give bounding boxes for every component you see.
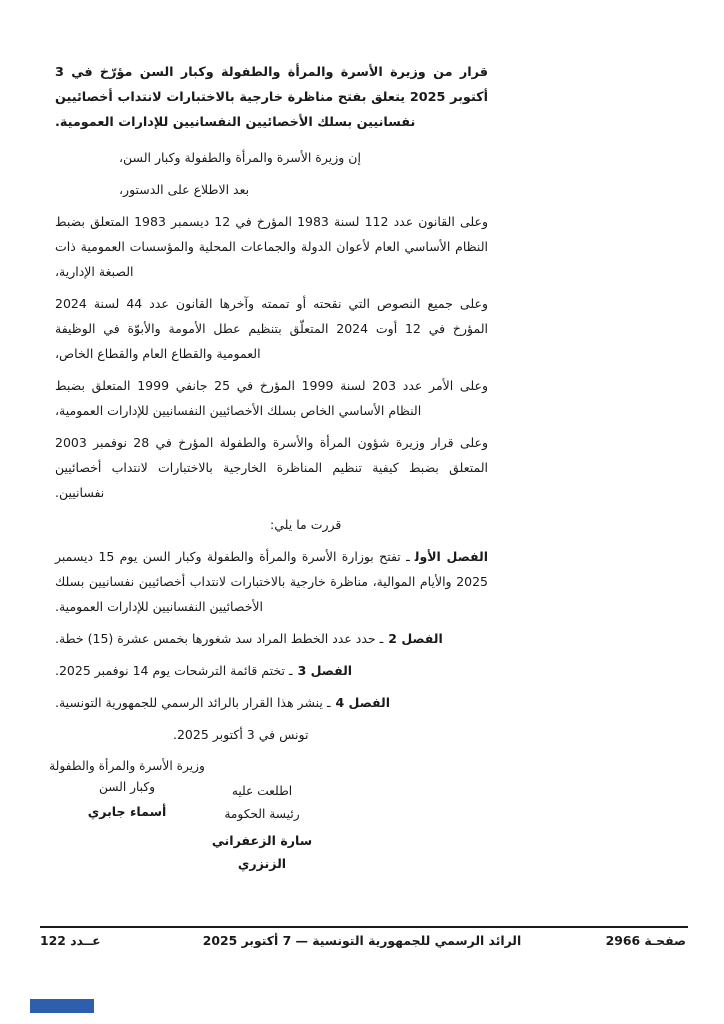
approval-line2: رئيسة الحكومة — [224, 807, 300, 821]
minister-signature — [47, 756, 207, 822]
article-1 — [55, 544, 488, 619]
intro-line-minister: إن وزيرة الأسرة والمرأة والطفولة وكبار السن، — [119, 150, 361, 165]
approval-signature — [187, 780, 337, 875]
footer-divider — [40, 926, 688, 928]
decision-intro-line: قررت ما يلي: — [270, 517, 342, 532]
preamble-paragraph-law-112: وعلى القانون عدد 112 لسنة 1983 المؤرخ في 12 ديسمبر 1983 المتعلق بضبط النظام الأساسي العام لأعوان الدولة والجماعات المحلية والمؤسسات العمومية ذات الصبغة الإدارية، — [55, 214, 489, 279]
minister-name: أسماء جابري — [87, 804, 167, 819]
place-date-line: تونس في 3 أكتوبر 2025. — [173, 727, 309, 742]
article-4 — [55, 690, 488, 715]
article-4-label: الفصل 4 — [335, 695, 390, 710]
preamble-paragraph-decree-203: وعلى الأمر عدد 203 لسنة 1999 المؤرخ في 25 جانفي 1999 المتعلق بضبط النظام الأساسي الخاص بسلك الأخصائيين النفسانيين للإدارات العمومية، — [55, 378, 488, 418]
article-2-text: ـ حدد عدد الخطط المراد سد شغورها بخمس عشرة (15) خطة. — [55, 631, 384, 646]
article-1-text: ـ تفتح بوزارة الأسرة والمرأة والطفولة وكبار السن يوم 15 ديسمبر 2025 والأيام الموالية، مناظرة خارجية بالاختبارات لانتداب أخصائيين نفسانيين بسلك الأخصائيين النفسانيين للإدارات العمومية. — [55, 549, 488, 614]
footer-journal-title: الرائد الرسمي للجمهورية التونسية — 7 أكتوبر 2025 — [202, 933, 522, 948]
decree-title: قرار من وزيرة الأسرة والمرأة والطفولة وكبار السن مؤرّخ في 3 أكتوبر 2025 يتعلق بفتح مناظرة خارجية بالاختبارات لانتداب أخصائيين نفسانيين بسلك الأخصائيين النفسانيين للإدارات العمومية. — [55, 65, 489, 130]
footer-issue-number: عــدد 122 — [40, 933, 101, 948]
minister-title-line1: وزيرة الأسرة والمرأة والطفولة — [49, 759, 205, 773]
bottom-accent-bar — [30, 999, 94, 1013]
signature-block — [49, 754, 488, 871]
article-3 — [55, 658, 488, 683]
preamble-paragraph-order-2003: وعلى قرار وزيرة شؤون المرأة والأسرة والطفولة المؤرخ في 28 نوفمبر 2003 المتعلق بضبط كيفية تنظيم المناظرة الخارجية بالاختبارات لانتداب أخصائيين نفسانيين. — [55, 435, 488, 500]
article-3-text: ـ تختم قائمة الترشحات يوم 14 نوفمبر 2025. — [55, 663, 293, 678]
minister-title-line2: وكبار السن — [98, 780, 156, 794]
article-1-label: الفصل الأول — [414, 549, 488, 564]
preamble-paragraph-law-44: وعلى جميع النصوص التي نقحته أو تممته وآخرها القانون عدد 44 لسنة 2024 المؤرخ في 12 أوت 2024 المتعلّق بتنظيم عطل الأمومة والأبوّة في الوظيفة العمومية والقطاع العام والقطاع الخاص، — [55, 296, 488, 361]
footer-page-number: صفحـة 2966 — [605, 933, 686, 948]
article-4-text: ـ ينشر هذا القرار بالرائد الرسمي للجمهورية التونسية. — [55, 695, 331, 710]
intro-line-constitution: بعد الاطلاع على الدستور، — [119, 182, 250, 197]
approval-line1: اطلعت عليه — [231, 784, 293, 798]
article-3-label: الفصل 3 — [297, 663, 353, 678]
article-2-label: الفصل 2 — [388, 631, 443, 646]
article-2 — [55, 626, 488, 651]
pm-name: سارة الزعفراني الزنزري — [211, 833, 313, 871]
decree-column — [49, 60, 489, 871]
